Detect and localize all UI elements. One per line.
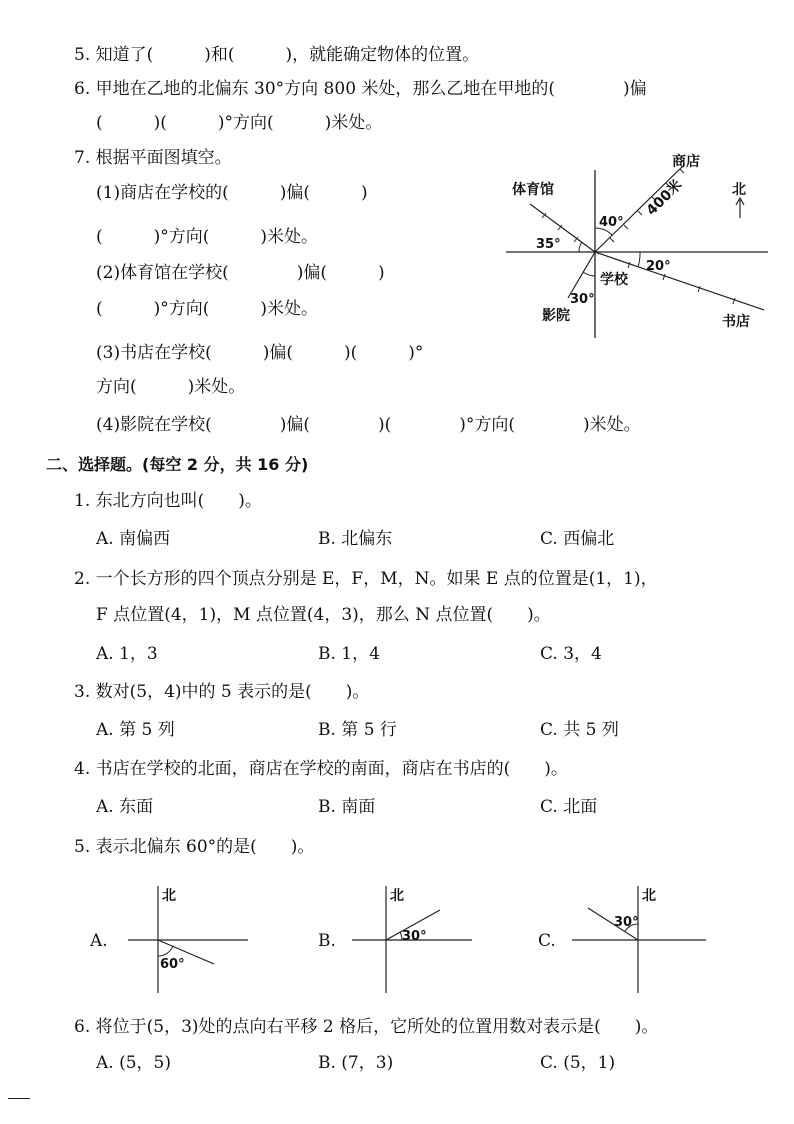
question-1-7-3-line1: (3)书店在学校( )偏( )( )°: [96, 343, 424, 363]
q3-option-c: C. 共 5 列: [540, 720, 619, 740]
direction-map: [500, 150, 794, 340]
question-1-7-2-line2: ( )°方向( )米处。: [96, 299, 319, 319]
map-label-shop: 商店: [672, 154, 700, 170]
angle-label-gym: 35°: [536, 237, 561, 252]
q5-a-angle: 60°: [160, 957, 185, 972]
angle-arc-bookstore: [638, 252, 640, 267]
q4-option-b: B. 南面: [318, 797, 376, 817]
q6-option-b: B. (7，3): [318, 1053, 394, 1073]
map-label-cinema: 影院: [542, 308, 570, 324]
q1-option-c: C. 西偏北: [540, 529, 615, 549]
question-1-7-2-line1: (2)体育馆在学校( )偏( ): [96, 263, 385, 283]
q1-option-b: B. 北偏东: [318, 529, 393, 549]
q4-option-c: C. 北面: [540, 797, 598, 817]
map-label-school: 学校: [600, 272, 628, 288]
question-1-7: 7. 根据平面图填空。: [74, 148, 232, 168]
angle-arc-cinema: [583, 272, 595, 276]
map-label-shop-distance: 400米: [643, 176, 686, 219]
q5-b-angle: 30°: [402, 929, 427, 944]
q5-option-a-label: A.: [90, 931, 108, 951]
q5-c-angle: 30°: [614, 915, 639, 930]
q5-option-diagrams: [90, 878, 730, 998]
map-label-bookstore: 书店: [722, 314, 750, 330]
q2-option-c: C. 3，4: [540, 644, 602, 664]
question-1-7-1-line1: (1)商店在学校的( )偏( ): [96, 183, 368, 203]
question-1-6-line1: 6. 甲地在乙地的北偏东 30°方向 800 米处，那么乙地在甲地的( )偏: [74, 79, 647, 99]
q3-option-a: A. 第 5 列: [96, 720, 175, 740]
question-1-7-1-line2: ( )°方向( )米处。: [96, 227, 319, 247]
angle-label-bookstore: 20°: [646, 259, 671, 274]
q5-option-c-label: C.: [538, 931, 556, 951]
question-2-4: 4. 书店在学校的北面，商店在学校的南面，商店在书店的( )。: [74, 759, 568, 779]
question-2-5: 5. 表示北偏东 60°的是( )。: [74, 837, 315, 857]
angle-arc-gym: [579, 242, 582, 252]
q6-option-c: C. (5，1): [540, 1053, 616, 1073]
footer-rule: [8, 1098, 30, 1099]
question-2-2-line2: F 点位置(4，1)，M 点位置(4，3)，那么 N 点位置( )。: [96, 605, 551, 625]
q6-option-a: A. (5，5): [96, 1053, 171, 1073]
question-2-6: 6. 将位于(5，3)处的点向右平移 2 格后，它所处的位置用数对表示是( )。: [74, 1017, 659, 1037]
map-line-shop: [595, 164, 685, 252]
question-1-5: 5. 知道了( )和( )，就能确定物体的位置。: [74, 45, 480, 65]
question-1-6-line2: ( )( )°方向( )米处。: [96, 113, 383, 133]
map-label-gym: 体育馆: [512, 182, 554, 198]
question-2-3: 3. 数对(5，4)中的 5 表示的是( )。: [74, 682, 370, 702]
question-1-7-4: (4)影院在学校( )偏( )( )°方向( )米处。: [96, 415, 641, 435]
q5-a-arc: [158, 946, 173, 956]
q2-option-a: A. 1，3: [96, 644, 158, 664]
angle-label-cinema: 30°: [570, 292, 595, 307]
question-2-1: 1. 东北方向也叫( )。: [74, 491, 262, 511]
q2-option-b: B. 1，4: [318, 644, 380, 664]
section-2-title: 二、选择题。(每空 2 分，共 16 分): [46, 455, 309, 474]
q5-c-north: 北: [642, 888, 656, 904]
q5-option-b-label: B.: [318, 931, 336, 951]
north-label: 北: [732, 182, 746, 198]
q4-option-a: A. 东面: [96, 797, 154, 817]
q5-a-north: 北: [162, 888, 176, 904]
q1-option-a: A. 南偏西: [96, 529, 171, 549]
q3-option-b: B. 第 5 行: [318, 720, 397, 740]
q5-b-north: 北: [390, 888, 404, 904]
question-1-7-3-line2: 方向( )米处。: [96, 377, 246, 397]
question-2-2-line1: 2. 一个长方形的四个顶点分别是 E，F，M，N。如果 E 点的位置是(1，1)，: [74, 569, 658, 589]
angle-label-shop: 40°: [599, 215, 624, 230]
